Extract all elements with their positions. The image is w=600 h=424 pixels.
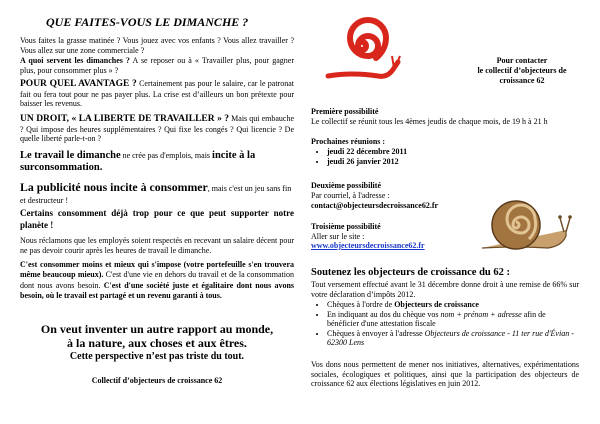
brown-snail-image-icon [476,196,572,254]
contact-email[interactable]: contact@objecteursdecroissance62.fr [311,201,439,210]
option1-title: Première possibilité [311,107,379,116]
advertising-paragraph [20,181,294,207]
bullet3-italic: Objecteurs de croissance - 11 ter rue d'Évian - 62300 Lens [327,328,574,348]
sunday-work-bold1: Le travail le dimanche [20,150,121,161]
bullet-item [327,329,579,348]
option1-text: Le collectif se réunit tous les 4èmes jeudis de chaque mois, de 19 h à 21 h [311,117,548,126]
bullet-item [327,300,579,310]
closing-text: Vos dons nous permettent de mener nos initiatives, alternatives, expérimentations sociales, écologiques et politiques, ainsi que la participation des objecteurs de croissance 62 aux élections législatives en juin 2012. [311,360,579,389]
right-to-work-rest: Mais qui embauche ? Qui impose des heures supplémentaires ? Qui fixe les congés ? Qui licencie ? De quelle liberté parle-t-on ? [20,114,294,144]
slogan-block [20,322,294,363]
signature: Collectif d’objecteurs de croissance 62 [91,376,223,385]
consume-rest: C'est d'une vie en dehors du travail et de la consommation dont nous avons besoin. [20,270,294,290]
meetings-title: Prochaines réunions : [311,137,386,146]
consume-paragraph [20,260,294,301]
contact-title: Pour contacter le collectif d’objecteurs de croissance 62 [477,56,567,85]
option3-text: Aller sur le site : [311,232,365,241]
option3-title: Troisième possibilité [311,222,381,231]
slogan-line-2: à la nature, aux choses et aux êtres. [67,336,247,350]
sunday-work-mid: ne crée pas d'emplois, mais [120,151,213,160]
advantage-rest: Certainement pas pour le salaire, car le patronat fait ou fera tout pour ne pas payer plus. La crise est d’ailleurs un bon prétexte pour baisser les revenus. [20,79,294,109]
bullet3-text: Chèques à envoyer à l'adresse [327,328,425,338]
advantage-paragraph [20,79,294,109]
question-paragraph [20,56,294,75]
planet-paragraph: Certains consomment déjà trop pour ce que peut supporter notre planète ! [20,208,294,230]
consume-bold2: C'est d'une société juste et égalitaire dont nous avons besoin, où le travail est partagé et un revenu garanti à tous. [20,280,295,300]
sunday-work-paragraph [20,150,294,174]
bullet2-rest: afin de bénéficier d'une attestation fiscale [327,309,546,329]
advertising-rest: , mais c'est un jeu sans fin et destructeur ! [20,184,292,205]
website-link[interactable]: www.objecteursdecroissance62.fr [311,241,425,250]
option2-title: Deuxième possibilité [311,181,381,190]
bullet1-text: Chèques à l'ordre de [327,300,395,309]
slogan-line-3: Cette perspective n’est pas triste du tout. [69,351,245,362]
sunday-work-bold2: incite à la surconsommation. [20,150,256,173]
bullet2-italic: nom + prénom + adresse [440,309,522,319]
advertising-bold: La publicité nous incite à consommer [20,180,208,194]
red-snail-logo-icon [322,6,402,86]
intro-text: Vous faites la grasse matinée ? Vous jouez avec vos enfants ? Vous allez travailler ? Vous allez sur une zone commerciale ? [20,36,294,55]
meetings-list [311,147,407,167]
support-bullets [311,300,579,348]
advantage-bold: POUR QUEL AVANTAGE ? [20,79,137,89]
support-title: Soutenez les objecteurs de croissance du 62 : [311,267,510,278]
consume-bold: C'est consommer moins et mieux qui s'impose (votre portefeuille s'en trouvera même beaucoup mieux). [20,260,294,280]
flyer-title: QUE FAITES-VOUS LE DIMANCHE ? [46,15,249,29]
salary-paragraph: Nous réclamons que les employés soient respectés en recevant un salaire décent pour ne pas devoir courir après les heures de travail le dimanche. [20,236,294,255]
question-rest: A se reposer ou à « Travailler plus, pour gagner plus, pour consommer plus » ? [20,56,294,75]
option2-text: Par courriel, à l'adresse : [311,191,390,200]
bullet2-text: En indiquant au dos du chèque vos [327,309,441,319]
right-to-work-bold: UN DROIT, « LA LIBERTE DE TRAVAILLER » ? [20,114,230,124]
meeting-item: • jeudi 22 décembre 2011 [327,147,407,157]
slogan-line-1: On veut inventer un autre rapport au monde, [40,322,274,336]
bullet1-bold: Objecteurs de croissance [394,300,479,309]
bullet-item [327,310,579,329]
meeting-item: • jeudi 26 janvier 2012 [327,157,407,167]
support-text: Tout versement effectué avant le 31 décembre donne droit à une remise de 66% sur votre déclaration d’impôts 2012. [311,280,579,299]
right-to-work-paragraph [20,114,294,144]
question-bold: A quoi servent les dimanches ? [20,56,130,65]
